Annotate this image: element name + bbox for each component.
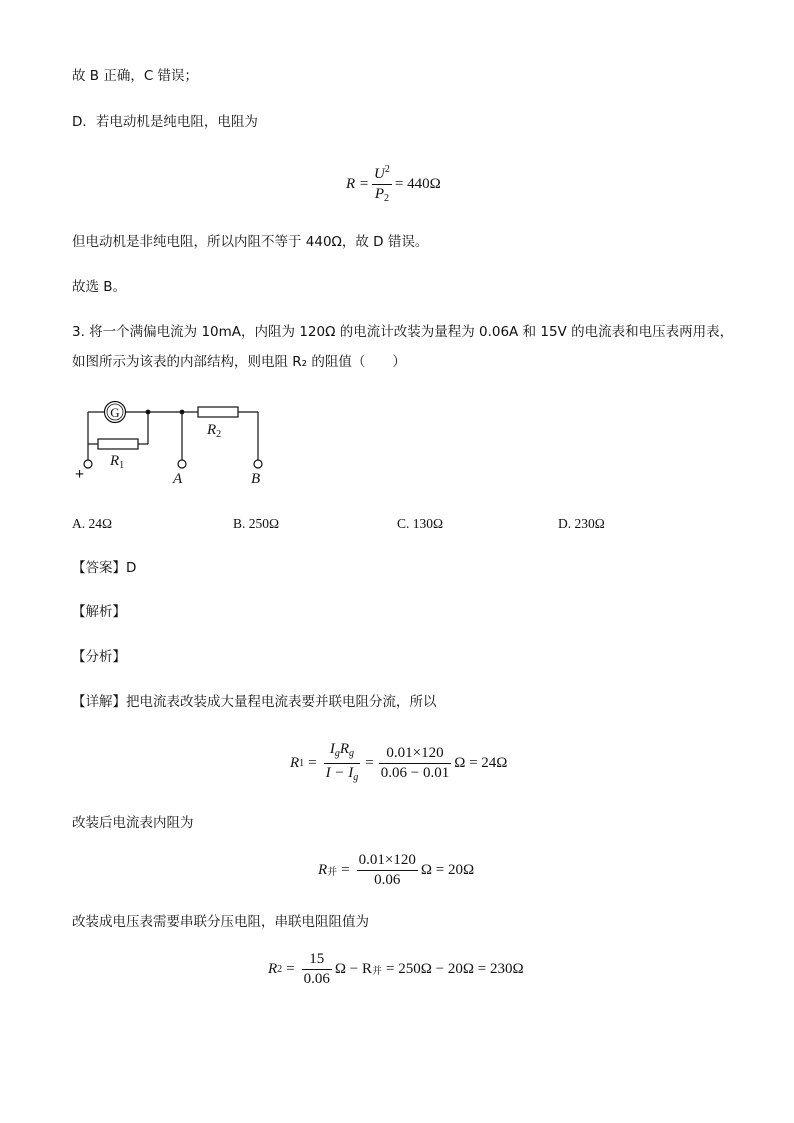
equation-r1: R 1 = $\frac{I_gR_g}{I - I_g}$ = $\frac{0.01\times 120}{0.06 - 0.01}$ Ω = 24Ω: [290, 740, 507, 787]
terminal-a: [178, 460, 186, 468]
detail-tag: 【详解】: [72, 694, 126, 710]
answer-line: [72, 558, 136, 578]
text-line: 但电动机是非纯电阻，所以内阻不等于 440Ω，故 D 错误。: [72, 234, 429, 250]
equation-r-parallel: R 并 = $\frac{0.01\times 120}{0.06}$ Ω = 20Ω: [318, 852, 475, 888]
plus-label: +: [75, 466, 85, 483]
detail-text: 把电流表改装成大量程电流表要并联电阻分流，所以: [126, 694, 437, 710]
fraction: $\frac{15}{0.06}$: [303, 951, 330, 987]
analysis-tag: 【解析】: [72, 604, 126, 620]
option-c[interactable]: C. 130Ω: [397, 516, 444, 531]
terminal-plus: [84, 460, 92, 468]
question-line: 如图所示为该表的内部结构，则电阻 R₂ 的阻值（ ）: [72, 354, 406, 370]
fraction: $\frac{0.01\times 120}{0.06}$: [358, 852, 416, 888]
equation-resistance: R = $\frac{U^2}{P_2}$ = 440Ω: [346, 160, 441, 208]
option-a[interactable]: A. 24Ω: [72, 516, 113, 531]
text-line: 改装后电流表内阻为: [72, 815, 194, 831]
question-line: 3. 将一个满偏电流为 10mA，内阻为 120Ω 的电流计改装为量程为 0.06A 和 15V 的电流表和电压表两用表，: [72, 324, 734, 340]
circuit-diagram: [70, 396, 275, 488]
galvanometer-label: G: [110, 405, 120, 420]
fraction: $\frac{0.01\times 120}{0.06 - 0.01}$: [380, 745, 450, 781]
r1-label: $R_1$: [110, 453, 125, 471]
resistor-r1: [98, 439, 138, 449]
terminal-b-label: B: [251, 471, 261, 487]
resistor-r2: [198, 407, 238, 417]
text-line: 改装成电压表需要串联分压电阻，串联电阻阻值为: [72, 914, 369, 930]
text-line: D．若电动机是纯电阻，电阻为: [72, 114, 258, 130]
fraction: $\frac{U^2}{P_2}$: [372, 160, 392, 208]
fenxi-tag: 【分析】: [72, 649, 126, 665]
text-line: 故选 B。: [72, 279, 127, 295]
equation-r2: R 2 = $\frac{15}{0.06}$ Ω − R 并 = 250Ω − 20Ω = 230Ω: [268, 951, 524, 987]
detail-line: [72, 692, 437, 712]
r2-label: $R_2$: [207, 422, 222, 440]
fraction: $\frac{I_gR_g}{I - I_g}$: [325, 741, 359, 783]
answer-tag: 【答案】: [72, 560, 126, 576]
text-line: 故 B 正确，C 错误；: [72, 68, 199, 84]
terminal-b: [254, 460, 262, 468]
terminal-a-label: A: [173, 471, 183, 487]
option-d[interactable]: D. 230Ω: [558, 516, 605, 531]
option-b[interactable]: B. 250Ω: [233, 516, 280, 531]
answer-value: D: [126, 560, 137, 576]
